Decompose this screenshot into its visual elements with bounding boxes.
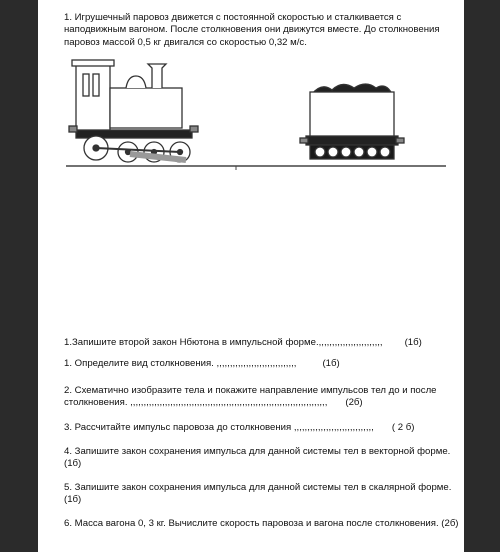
task-item bbox=[64, 385, 462, 409]
task-text: 1.Запишите второй закон Нбютона в импульсной форме.,,,,,,,,,,,,,,,,,,,,,,,, bbox=[64, 337, 383, 348]
task-text: 5. Запишите закон сохранения импульса для данной системы тел в скалярной форме. (1б) bbox=[64, 482, 452, 506]
task-item bbox=[64, 518, 462, 530]
worksheet-page bbox=[38, 0, 464, 552]
task-points: (1б) bbox=[404, 337, 422, 348]
task-item bbox=[64, 422, 462, 434]
task-points: (2б) bbox=[345, 397, 363, 409]
train-illustration bbox=[66, 52, 446, 182]
task-item bbox=[64, 482, 462, 506]
task-text: 1. Определите вид столкновения. ,,,,,,,,,,,,,,,,,,,,,,,,,,,,,, bbox=[64, 358, 297, 369]
wagon-icon bbox=[300, 84, 404, 159]
task-points: (1б) bbox=[322, 358, 340, 369]
problem-statement: 1. Игрушечный паровоз движется с постоянной скоростью и сталкивается с наподвижным вагоном. После столкновения они движутся вместе. До столкновения паровоз массой 0,5 кг двигался со скоростью 0,32 м/с. bbox=[64, 12, 440, 48]
task-item bbox=[64, 446, 462, 470]
task-text: 6. Масса вагона 0, 3 кг. Вычислите скорость паровоза и вагона после столкновения. (2б) bbox=[64, 518, 459, 529]
locomotive-icon bbox=[69, 60, 198, 162]
task-item bbox=[64, 337, 462, 349]
task-text: 4. Запишите закон сохранения импульса для данной системы тел в векторной форме. (1б) bbox=[64, 446, 451, 470]
task-points: ( 2 б) bbox=[391, 422, 415, 433]
task-text: 3. Рассчитайте импульс паровоза до столкновения ,,,,,,,,,,,,,,,,,,,,,,,,,,,,,, bbox=[64, 422, 374, 433]
task-text: 2. Схематично изобразите тела и покажите направление импульсов тел до и после столкновения. ,,,,,,,,,,,,,,,,,,,,,,,,,,,,,,,,,,,,,,,,,,,,,,,,,,,,,,,,,,,,,,,,,,,,,,,,,, bbox=[64, 385, 437, 409]
task-item bbox=[64, 358, 462, 370]
